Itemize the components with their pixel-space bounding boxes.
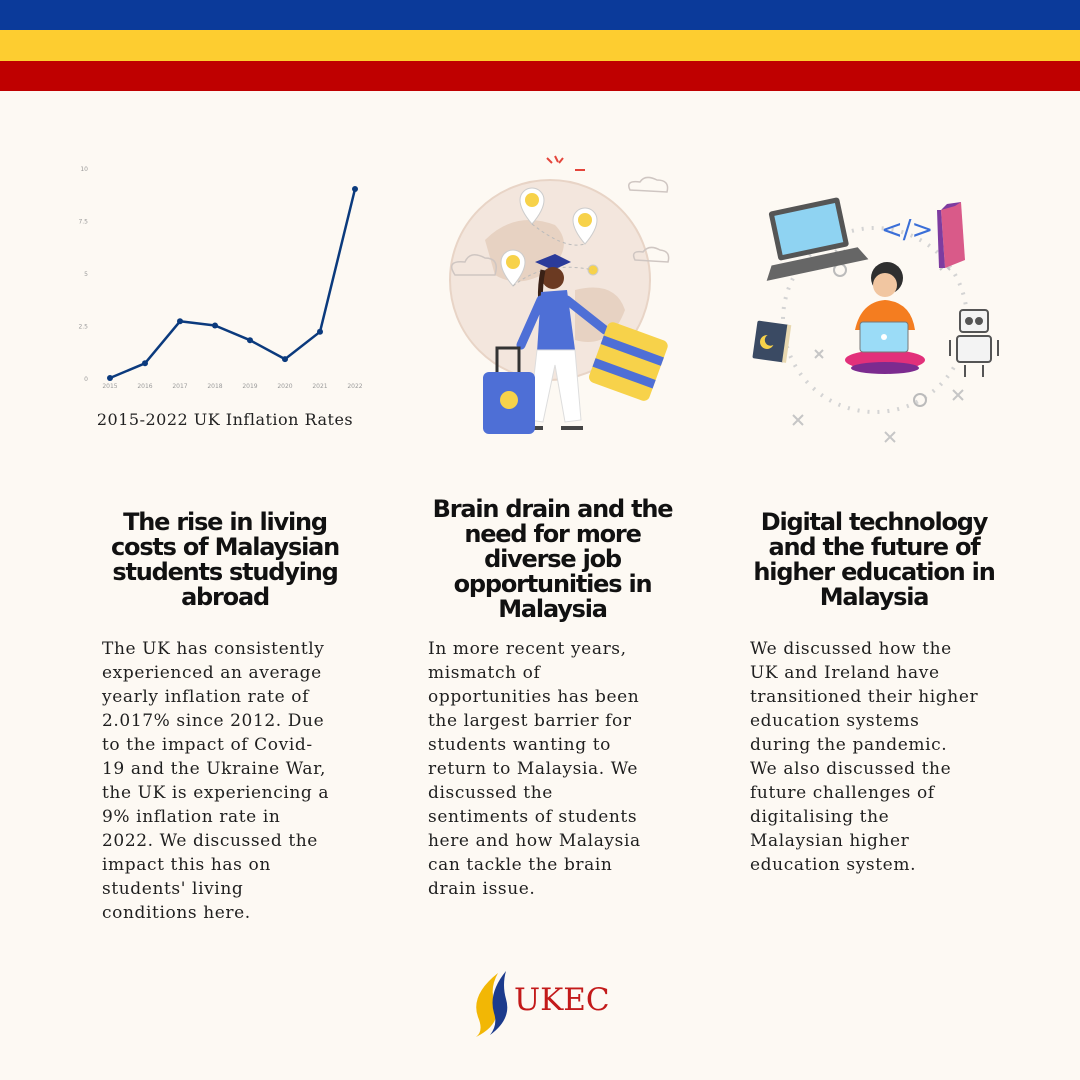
col1-title-line: abroad <box>181 583 269 611</box>
robot-icon <box>950 310 998 377</box>
y-tick-label: 0 <box>84 376 88 383</box>
y-tick-label: 5 <box>84 271 88 278</box>
inflation-line-chart <box>70 150 370 400</box>
data-point <box>212 323 218 329</box>
chart-caption: 2015-2022 UK Inflation Rates <box>96 410 354 429</box>
top-blue-stripe <box>0 0 1080 30</box>
col1-title-line: costs of Malaysian <box>111 533 339 561</box>
graduate-traveler-illustration <box>425 150 675 440</box>
digital-tech-icon <box>745 190 1010 450</box>
col2-body: In more recent years, mismatch of opportunities has been the largest barrier for students wanting to return to Malaysia. We discussed the sentiments of students here and how Malaysia can tackle the brain drain issue. <box>428 639 641 899</box>
building-icon <box>937 202 965 268</box>
col3-body: We discussed how the UK and Ireland have transitioned their higher education systems during the pandemic. We also discussed the future challenges of digitalising the Malaysian higher education system. <box>750 639 979 875</box>
x-tick-label: 2016 <box>137 383 153 390</box>
col1-title-line: students studying <box>112 558 338 586</box>
top-yellow-stripe <box>0 30 1080 61</box>
data-point <box>107 375 113 381</box>
ukec-logo-text: UKEC <box>514 982 610 1018</box>
data-point <box>142 360 148 366</box>
data-point <box>352 186 358 192</box>
col2-title-line: Malaysia <box>498 595 607 623</box>
y-tick-label: 7.5 <box>78 218 88 226</box>
digital-tech-illustration <box>745 190 1010 450</box>
series-line <box>110 189 355 378</box>
col1-title <box>95 510 355 610</box>
code-icon: </> <box>881 215 934 245</box>
col2-title-line: need for more <box>464 520 641 548</box>
x-tick-label: 2015 <box>102 383 118 390</box>
data-point <box>247 337 253 343</box>
col2-title-line: opportunities in <box>453 570 652 598</box>
col1-title-line: The rise in living <box>123 508 327 536</box>
x-tick-label: 2017 <box>172 383 188 390</box>
col2-title <box>420 497 685 622</box>
col3-title-line: Malaysia <box>819 583 929 611</box>
x-tick-label: 2019 <box>242 383 258 390</box>
col3-title-line: higher education in <box>753 558 995 586</box>
x-tick-label: 2018 <box>207 383 223 390</box>
x-tick-label: 2020 <box>277 383 293 390</box>
book-icon <box>752 321 791 363</box>
col3-title <box>740 510 1008 610</box>
col3-title-line: and the future of <box>768 533 980 561</box>
col1-body: The UK has consistently experienced an average yearly inflation rate of 2.017% since 2012. Due to the impact of Covid- 19 and the Ukraine War, the UK is experiencing a 9% inflation rate in 2022. We discussed the impact this has on students' living conditions here. <box>102 639 330 923</box>
col2-title-line: Brain drain and the <box>432 495 673 523</box>
y-tick-label: 10 <box>80 166 88 173</box>
laptop-icon <box>753 194 869 281</box>
x-tick-label: 2022 <box>347 383 363 390</box>
y-tick-label: 2.5 <box>78 323 88 331</box>
col2-title-line: diverse job <box>484 545 621 573</box>
x-tick-label: 2021 <box>312 383 328 390</box>
data-point <box>282 356 288 362</box>
data-point <box>177 318 183 324</box>
graduate-traveler-icon <box>425 150 675 440</box>
top-red-stripe <box>0 61 1080 91</box>
col3-title-line: Digital technology <box>760 508 988 536</box>
data-point <box>317 329 323 335</box>
inflation-chart-svg <box>70 150 370 400</box>
